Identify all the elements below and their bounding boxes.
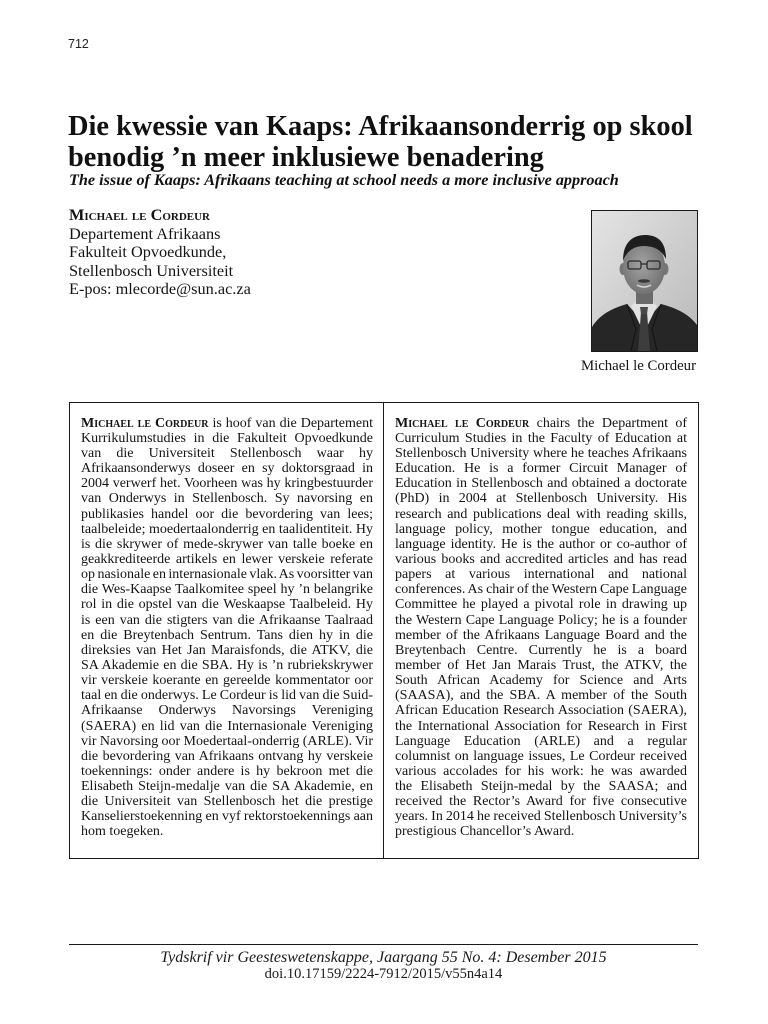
bio-line-text	[395, 461, 687, 476]
bio-line-text	[395, 719, 687, 734]
doi: doi.10.17159/2224-7912/2015/v55n4a14	[264, 966, 503, 982]
bio-line-text	[81, 537, 373, 552]
email-label: E-pos:	[69, 279, 112, 298]
bio-line	[81, 794, 373, 809]
bio-line-words: die Wes-Kaapse Taalkomitee speel hy ’n belangrike	[81, 582, 373, 598]
bio-line-words: various accolades for his work: he was awarded	[395, 763, 687, 779]
bio-line	[395, 673, 687, 688]
bio-line	[395, 476, 687, 491]
bio-line-text	[81, 719, 373, 734]
bio-line	[81, 537, 373, 552]
article-title-line: benodig ’n meer inklusiewe benadering	[68, 142, 544, 173]
bio-line	[395, 779, 687, 794]
bio-line-words: publikasies handel oor die bevordering van lees;	[81, 506, 373, 522]
bio-line-words: member of the Afrikaans Language Board and the	[395, 627, 687, 643]
page-number: 712	[68, 37, 89, 51]
bio-line-text	[395, 613, 687, 628]
bio-line-text	[81, 658, 373, 673]
bio-line-words: taalbeleide; moedertaalonderrig en taalidentiteit. Hy	[81, 521, 373, 537]
bio-line-text	[395, 749, 687, 764]
bio-line-text	[81, 476, 373, 491]
bio-line-text	[395, 597, 687, 612]
bio-line	[395, 597, 687, 612]
bio-line-text	[395, 658, 687, 673]
bio-line	[395, 613, 687, 628]
bio-line	[395, 658, 687, 673]
author-affiliation-block	[69, 206, 251, 299]
author-portrait	[592, 211, 697, 351]
bio-line-text	[395, 476, 687, 491]
bio-line-words: Kurrikulumstudies in die Fakulteit Opvoedkunde	[81, 430, 373, 446]
author-name: Michael le Cordeur	[69, 205, 211, 224]
bio-line-words: van die Universiteit Stellenbosch waar hy	[81, 445, 373, 461]
bio-line	[81, 688, 373, 703]
bio-line	[81, 476, 373, 491]
bio-line-words: years. In 2014 he received Stellenbosch University’s	[395, 809, 687, 825]
bio-line-words: Kanselierstoekenning en vyf rektorstoekennings aan	[81, 809, 373, 825]
bio-line-words: language identity. He is the author or co-author of	[395, 536, 687, 552]
bio-line-text	[395, 688, 687, 703]
author-bio-box	[69, 402, 699, 859]
bio-line-text	[395, 446, 687, 461]
bio-line-text	[81, 491, 373, 506]
bio-line-words: direksies van Het Jan Maraisfonds, die ATKV, die	[81, 642, 373, 658]
bio-line	[395, 643, 687, 658]
bio-line-words: vir Navorsing oor Moedertaal-onderrig (ARLE). Vir	[81, 733, 373, 749]
bio-line-text	[81, 643, 373, 658]
bio-line-words: Committee he played a pivotal role in drawing up	[395, 597, 687, 613]
bio-line-words: op nasionale en internasionale vlak. As voorsitter van	[81, 567, 373, 583]
bio-line	[81, 719, 373, 734]
bio-line	[81, 779, 373, 794]
bio-line-text	[395, 537, 687, 552]
bio-line-text	[81, 794, 373, 809]
author-email: mlecorde@sun.ac.za	[115, 279, 251, 298]
bio-line-text	[81, 507, 373, 522]
bio-line-words: 2004 verwerf het. Voorheen was hy kringbestuurder	[81, 476, 373, 492]
bio-author-name: Michael le Cordeur	[395, 415, 530, 431]
bio-line-text	[81, 703, 373, 718]
author-faculty: Fakulteit Opvoedkunde,	[69, 242, 227, 261]
bio-line-words: is hoof van die Departement	[212, 415, 374, 431]
bio-line	[395, 764, 687, 779]
bio-line	[395, 416, 687, 431]
bio-afrikaans	[81, 416, 373, 840]
bio-line-text	[81, 552, 373, 567]
bio-line-words: hom toegeken.	[81, 824, 164, 840]
bio-line-words: van Onderwys in Stellenbosch. Sy navorsing en	[81, 491, 373, 507]
bio-line-words: Breytenbach Centre. Currently he is a board	[395, 642, 687, 658]
bio-line-text	[395, 809, 687, 824]
bio-line-text	[81, 764, 373, 779]
bio-line-words: member of Het Jan Marais Trust, the ATKV, the	[395, 657, 687, 673]
bio-line-text	[81, 749, 373, 764]
bio-line-text	[81, 734, 373, 749]
bio-line-words: die bevordering van Afrikaans ontvang hy verskeie	[81, 748, 373, 764]
bio-line-text	[395, 567, 687, 582]
bio-line-text	[81, 688, 373, 703]
bio-line-words: the International Association for Research in First	[395, 718, 687, 734]
bio-line-words: SA Akademie en die SBA. Hy is ’n rubriekskrywer	[81, 657, 373, 673]
bio-line	[395, 628, 687, 643]
bio-line	[395, 567, 687, 582]
bio-line-words: African Education Research Association (SAERA),	[395, 703, 687, 719]
bio-line-words: Education in Stellenbosch and obtained a doctorate	[395, 476, 687, 492]
bio-line-text	[395, 522, 687, 537]
bio-line-text	[81, 809, 373, 824]
bio-line-text	[81, 824, 163, 839]
bio-line-words: (SAASA), and the SBA. A member of the South	[395, 688, 687, 704]
bio-line	[81, 643, 373, 658]
bio-author-name: Michael le Cordeur	[81, 415, 209, 431]
bio-line-text	[395, 643, 687, 658]
bio-line	[81, 824, 373, 839]
bio-line-words: geakkrediteerde artikels en lewer verskeie referate	[81, 551, 373, 567]
bio-line	[395, 431, 687, 446]
bio-line	[81, 431, 373, 446]
bio-line-text	[395, 491, 687, 506]
bio-line-words: (PhD) in 2004 at Stellenbosch University. His	[395, 491, 687, 507]
bio-line	[395, 703, 687, 718]
bio-line-text	[395, 552, 687, 567]
bio-line	[395, 794, 687, 809]
bio-line-text	[81, 416, 373, 431]
bio-line-text	[81, 597, 373, 612]
photo-caption: Michael le Cordeur	[580, 358, 696, 374]
author-email-line	[69, 280, 251, 299]
bio-line-text	[81, 582, 373, 597]
bio-line-words: toekennings: onder andere is hy bekroon met die	[81, 763, 373, 779]
bio-line-words: chairs the Department of	[536, 415, 688, 431]
bio-line-text	[395, 764, 687, 779]
bio-line-words: papers at various international and national	[395, 567, 687, 583]
article-title-line: Die kwessie van Kaaps: Afrikaansonderrig op skool	[68, 111, 693, 142]
bio-line	[81, 552, 373, 567]
bio-line-words: the Elisabeth Steijn-medal by the SAASA; and	[395, 779, 687, 795]
bio-line	[81, 613, 373, 628]
bio-line-words: various books and accredited articles and has read	[395, 551, 687, 567]
bio-line	[81, 658, 373, 673]
bio-line-text	[395, 507, 687, 522]
bio-line	[395, 734, 687, 749]
journal-citation: Tydskrif vir Geesteswetenskappe, Jaargang 55 No. 4: Desember 2015	[160, 949, 607, 966]
bio-line	[395, 824, 687, 839]
bio-line	[395, 522, 687, 537]
bio-line	[395, 749, 687, 764]
bio-line-text	[395, 703, 687, 718]
bio-line-words: Afrikaansonderwys doseer en sy doktorsgraad in	[81, 461, 373, 477]
column-divider	[383, 403, 384, 858]
bio-line	[395, 491, 687, 506]
bio-line	[395, 688, 687, 703]
bio-line-text	[395, 734, 687, 749]
bio-line	[81, 749, 373, 764]
bio-line-text	[395, 779, 687, 794]
bio-line	[81, 809, 373, 824]
bio-line-words: Afrikaanse Onderwys Navorsings Vereniging	[81, 703, 373, 719]
bio-line-text	[81, 567, 373, 582]
bio-line	[81, 461, 373, 476]
bio-line	[81, 567, 373, 582]
bio-line-words: prestigious Chancellor’s Award.	[395, 824, 575, 840]
bio-english	[395, 416, 687, 840]
bio-line	[395, 507, 687, 522]
bio-line-text	[81, 522, 373, 537]
bio-line-words: Elisabeth Steijn-medalje van die SA Akademie, en	[81, 779, 373, 795]
bio-line	[395, 446, 687, 461]
bio-line-text	[81, 628, 373, 643]
bio-line	[395, 552, 687, 567]
bio-line-words: rol in die opstel van die Weskaapse Taalbeleid. Hy	[81, 597, 373, 613]
bio-line-words: language policy, mother tongue education, and	[395, 521, 687, 537]
bio-line	[395, 461, 687, 476]
bio-line-words: Curriculum Studies in the Faculty of Education at	[395, 430, 687, 446]
bio-line	[81, 416, 373, 431]
bio-line	[81, 764, 373, 779]
bio-line-text	[395, 628, 687, 643]
bio-line-words: is een van die stigters van die Afrikaanse Taalraad	[81, 612, 373, 628]
bio-line	[81, 673, 373, 688]
bio-line	[81, 507, 373, 522]
bio-line	[395, 582, 687, 597]
bio-line-text	[395, 582, 687, 597]
bio-line-text	[395, 794, 687, 809]
bio-line-text	[81, 673, 373, 688]
bio-line-words: South African Academy for Science and Arts	[395, 673, 687, 689]
bio-line-text	[81, 461, 373, 476]
author-department: Departement Afrikaans	[69, 223, 221, 243]
bio-line-words: research and publications deal with reading skills,	[395, 506, 687, 522]
article-title	[68, 111, 693, 173]
author-photo	[591, 210, 698, 352]
bio-line	[81, 628, 373, 643]
bio-line-words: conferences. As chair of the Western Cape Language	[395, 582, 687, 598]
bio-line-text	[395, 673, 687, 688]
bio-line	[81, 582, 373, 597]
bio-line-text	[395, 431, 687, 446]
bio-line-words: Education. He is a former Circuit Manager of	[395, 461, 687, 477]
footer-rule	[69, 944, 698, 945]
bio-line-words: Stellenbosch University where he teaches Afrikaans	[395, 445, 687, 461]
bio-line-text	[81, 431, 373, 446]
bio-line	[81, 446, 373, 461]
bio-line	[395, 537, 687, 552]
bio-line	[81, 734, 373, 749]
bio-line-text	[81, 779, 373, 794]
bio-line-text	[395, 416, 687, 431]
bio-line-words: is die skrywer of mede-skrywer van talle boeke en	[81, 536, 373, 552]
bio-line-words: received the Rector’s Award for five consecutive	[395, 794, 687, 810]
bio-line-words: Language Education (ARLE) and a regular	[395, 733, 687, 749]
bio-line-words: taal en die onderwys. Le Cordeur is lid van die Suid-	[81, 688, 373, 704]
bio-line-text	[395, 824, 574, 839]
bio-line-words: columnist on language issues, Le Cordeur received	[395, 748, 687, 764]
bio-line	[81, 491, 373, 506]
bio-line-words: (SAERA) en lid van die Internasionale Vereniging	[81, 718, 373, 734]
bio-line	[81, 522, 373, 537]
bio-line	[81, 597, 373, 612]
bio-line-words: the Western Cape Language Policy; he is a founder	[395, 612, 687, 628]
author-university: Stellenbosch Universiteit	[69, 260, 234, 280]
bio-line-words: en die Breytenbach Sentrum. Tans dien hy in die	[81, 627, 373, 643]
bio-line-text	[81, 613, 373, 628]
bio-line-text	[81, 446, 373, 461]
bio-line	[395, 809, 687, 824]
bio-line	[395, 719, 687, 734]
bio-line-words: vir verskeie koerante en gereelde kommentator oor	[81, 673, 373, 689]
article-subtitle: The issue of Kaaps: Afrikaans teaching at school needs a more inclusive approach	[69, 171, 619, 189]
bio-line	[81, 703, 373, 718]
bio-line-words: die Universiteit van Stellenbosch het die prestige	[81, 794, 373, 810]
